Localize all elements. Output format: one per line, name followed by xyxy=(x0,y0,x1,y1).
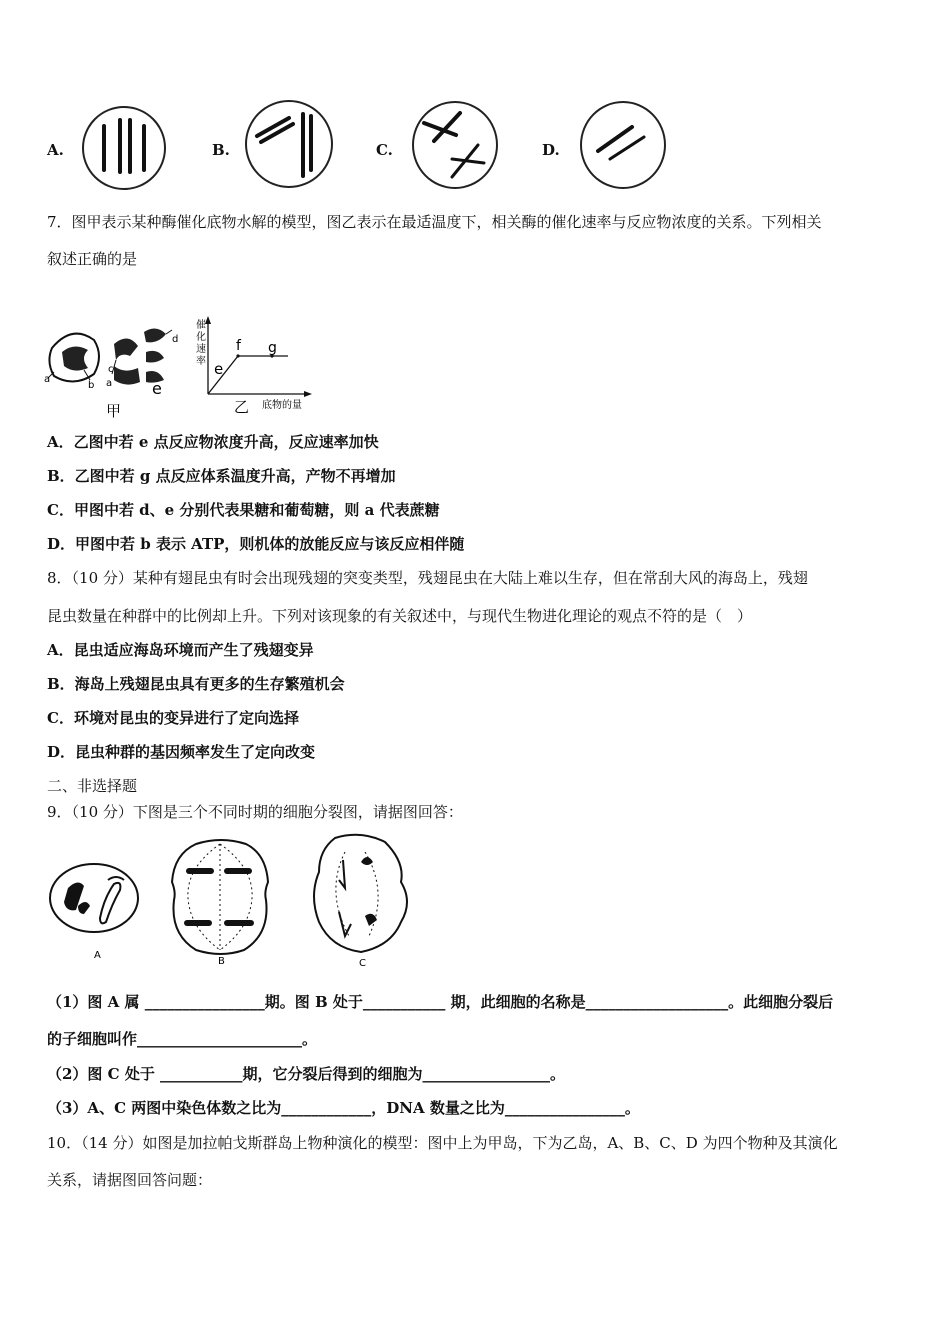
q8-stem-line1: 8．（10 分）某种有翅昆虫有时会出现残翅的突变类型，残翅昆虫在大陆上难以生存，但在常刮大风的海岛上，残翅 xyxy=(47,569,808,587)
q6-cell-a-chromosomes xyxy=(82,106,166,190)
q6-cell-b-chromosomes xyxy=(245,100,333,188)
q8-option-a: A．昆虫适应海岛环境而产生了残翅变异 xyxy=(47,641,314,659)
q9-fig-label-b: B xyxy=(218,956,225,967)
q7-option-c: C．甲图中若 d、e 分别代表果糖和葡萄糖，则 a 代表蔗糖 xyxy=(47,501,440,519)
q7-fig-label-d: d xyxy=(172,334,179,345)
q8-option-c: C．环境对昆虫的变异进行了定向选择 xyxy=(47,709,299,727)
q7-fig-label-b: b xyxy=(88,380,95,391)
q8-stem-line2: 昆虫数量在种群中的比例却上升。下列对该现象的有关叙述中，与现代生物进化理论的观点不符的是（ ） xyxy=(47,607,753,625)
q7-option-b: B．乙图中若 g 点反应体系温度升高，产物不再增加 xyxy=(47,467,396,485)
q6-cell-d-chromosomes xyxy=(580,101,666,189)
q9-figure-c xyxy=(305,832,417,968)
q7-yaxis-char-2: 化 xyxy=(196,332,206,343)
q6-option-d-label: D. xyxy=(542,141,560,159)
q7-fig-label-c: c xyxy=(108,364,114,375)
q7-point-f: f xyxy=(236,338,241,354)
q7-yaxis-char-1: 催 xyxy=(196,320,206,331)
q7-option-d: D．甲图中若 b 表示 ATP，则机体的放能反应与该反应相伴随 xyxy=(47,535,465,553)
q7-yaxis-char-4: 率 xyxy=(196,356,206,367)
q7-fig-label-a2: a xyxy=(106,378,113,389)
q8-option-d: D．昆虫种群的基因频率发生了定向改变 xyxy=(47,743,316,761)
q7-stem-line2: 叙述正确的是 xyxy=(47,250,138,268)
q9-sub3: （3）A、C 两图中染色体数之比为____________，DNA 数量之比为________________。 xyxy=(47,1099,640,1117)
section-heading: 二、非选择题 xyxy=(47,777,138,795)
q9-sub1-line1: （1）图 A 属 ________________期。图 B 处于___________ 期，此细胞的名称是___________________。此细胞分裂后 xyxy=(47,993,834,1011)
q7-point-e: e xyxy=(214,360,224,378)
q7-fig-label-a1: a xyxy=(44,374,51,385)
q9-figure-b xyxy=(166,838,276,968)
q7-figure-jia xyxy=(44,322,194,422)
q9-stem: 9．（10 分）下图是三个不同时期的细胞分裂图，请据图回答： xyxy=(47,803,463,821)
q10-stem-line2: 关系，请据图回答问题： xyxy=(47,1171,213,1189)
q9-fig-label-c: C xyxy=(359,958,366,969)
q7-option-a: A．乙图中若 e 点反应物浓度升高，反应速率加快 xyxy=(47,433,379,451)
q7-point-g: g xyxy=(268,340,277,356)
q6-cell-c-chromosomes xyxy=(412,101,498,189)
q9-figure-a xyxy=(48,858,148,968)
q8-option-b: B．海岛上残翅昆虫具有更多的生存繁殖机会 xyxy=(47,675,345,693)
q7-fig-label-yi: 乙 xyxy=(234,398,250,416)
q9-sub1-line2: 的子细胞叫作______________________。 xyxy=(47,1030,318,1048)
q7-fig-label-jia: 甲 xyxy=(106,402,122,420)
q7-yaxis-char-3: 速 xyxy=(196,344,206,355)
q6-option-a-label: A. xyxy=(47,141,64,159)
q9-sub2: （2）图 C 处于 ___________期，它分裂后得到的细胞为_________________。 xyxy=(47,1065,566,1083)
q7-xaxis-label: 底物的量 xyxy=(262,400,302,411)
q6-option-c-label: C. xyxy=(376,141,393,159)
q7-stem-line1: 7．图甲表示某种酶催化底物水解的模型，图乙表示在最适温度下，相关酶的催化速率与反应物浓度的关系。下列相关 xyxy=(47,213,822,231)
q7-figure-yi xyxy=(190,316,314,416)
q6-option-b-label: B. xyxy=(212,141,230,159)
q7-fig-label-e: e xyxy=(152,379,162,398)
q9-fig-label-a: A xyxy=(94,950,101,961)
q10-stem-line1: 10．（14 分）如图是加拉帕戈斯群岛上物种演化的模型：图中上为甲岛，下为乙岛，A、B、C、D 为四个物种及其演化 xyxy=(47,1134,838,1152)
